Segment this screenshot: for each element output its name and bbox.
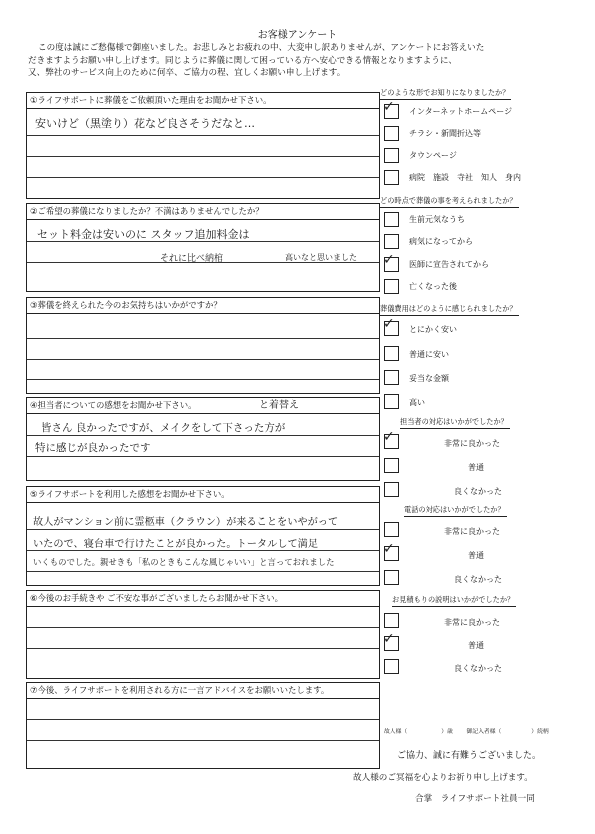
question-5-box: [26, 486, 380, 586]
question-5-label: ⑤ライフサポートを利用した感想をお聞かせ下さい。: [27, 487, 379, 503]
checkbox-alive[interactable]: [384, 212, 399, 227]
check-icon: ✓: [383, 541, 395, 557]
condolence-text: 故人様のご冥福を心よりお祈り申し上げます。: [353, 773, 533, 783]
checkbox-phone-bad[interactable]: [384, 570, 399, 585]
check-icon: ✓: [383, 252, 395, 268]
question-2-answer[interactable]: 高いなと思いました: [285, 253, 357, 262]
intro-line: だきますようお願い申し上げます。同じように葬儀に関して困っている方へ安心できる情報となりますように、: [28, 55, 458, 66]
question-4-answer[interactable]: 特に感じが良かったです: [35, 442, 151, 454]
signature-text: 合掌 ライフサポート社員一同: [415, 794, 535, 804]
question-4-answer-insert[interactable]: と着替え: [259, 400, 299, 411]
option-label: 良くなかった: [454, 664, 502, 673]
option-label: 普通: [468, 641, 484, 650]
question-5-answer[interactable]: いくものでした。親せきも「私のときもこんな風じゃいい」と言っておれました: [33, 557, 335, 567]
page-title: お客様アンケート: [257, 30, 338, 41]
writer-label: 御記入者様（: [466, 729, 502, 735]
question-1-box: [26, 92, 380, 199]
side-question-3: 葬儀費用はどのように感じられましたか？: [380, 304, 580, 316]
check-icon: ✓: [383, 631, 395, 647]
question-6-label: ⑥今後のお手続きや ご不安な事がございましたらお聞かせ下さい。: [27, 591, 379, 607]
checkbox-staff-bad[interactable]: [384, 482, 399, 497]
relation-label: ）続柄: [531, 729, 549, 735]
option-label: 非常に良かった: [444, 439, 500, 448]
checkbox-estimate-bad[interactable]: [384, 659, 399, 674]
option-label: 普通: [468, 463, 484, 472]
check-icon: ✓: [383, 429, 395, 445]
question-4-label: ④担当者についての感想をお聞かせ下さい。: [27, 398, 379, 414]
intro-line: 又、弊社のサービス向上のために何卒、ご協力の程、宜しくお願い申し上げます。: [28, 68, 346, 79]
question-7-label: ⑦今後、ライフサポートを利用される方に一言アドバイスをお願いいたします。: [27, 683, 379, 699]
option-label: 病気になってから: [409, 237, 473, 246]
option-label: とにかく安い: [409, 325, 457, 334]
deceased-info-line: [384, 726, 549, 735]
question-2-box: [26, 203, 380, 292]
question-1-label: ①ライフサポートに葬儀をご依頼頂いた理由をお聞かせ下さい。: [27, 93, 379, 109]
option-label: 高い: [409, 398, 425, 407]
side-question-1: どのような形でお知りになりましたか？: [380, 88, 580, 100]
side-question-4: 担当者の対応はいかがでしたか？: [400, 417, 595, 429]
checkbox-very-cheap[interactable]: [383, 316, 399, 336]
option-label: 良くなかった: [454, 575, 502, 584]
side-question-5: 電話の対応はいかがでしたか？: [404, 505, 595, 517]
question-3-box: [26, 297, 380, 394]
check-icon: ✓: [383, 316, 395, 332]
option-label: 良くなかった: [454, 487, 502, 496]
question-5-answer[interactable]: 故人がマンション前に霊柩車（クラウン）が来ることをいやがって: [33, 517, 339, 528]
checkbox-phone-normal[interactable]: [383, 541, 399, 561]
checkbox-staff-normal[interactable]: [384, 458, 399, 473]
check-icon: ✓: [383, 99, 395, 115]
option-label: タウンページ: [409, 151, 457, 160]
intro-text: [28, 42, 558, 80]
question-4-answer[interactable]: 皆さん 良かったですが、メイクをして下さった方が: [41, 422, 286, 434]
checkbox-doctor[interactable]: [383, 252, 399, 272]
option-label: 亡くなった後: [409, 282, 457, 291]
question-5-answer[interactable]: いたので、寝台車で行けたことが良かった。トータルして満足: [33, 539, 319, 550]
checkbox-reasonable[interactable]: [384, 370, 399, 385]
checkbox-after-death[interactable]: [384, 279, 399, 294]
option-label: チラシ・新聞折込等: [409, 129, 481, 138]
option-label: インターネットホームページ: [409, 107, 513, 116]
checkbox-acquaintance[interactable]: [384, 170, 399, 185]
question-3-label: ③葬儀を終えられた今のお気持ちはいかがですか？: [27, 298, 379, 314]
checkbox-phone-very-good[interactable]: [384, 522, 399, 537]
thanks-text: ご協力、誠に有難うございました。: [397, 751, 542, 761]
option-label: 普通に安い: [409, 350, 449, 359]
question-6-box: [26, 590, 380, 679]
option-label: 非常に良かった: [444, 527, 500, 536]
option-label: 妥当な金額: [409, 374, 449, 383]
intro-line: この度は誠にご愁傷様で御座いました。お悲しみとお疲れの中、大変申し訳ありませんが、アンケートにお答えいた: [38, 43, 485, 53]
checkbox-townpage[interactable]: [384, 148, 399, 163]
option-label: 普通: [468, 551, 484, 560]
question-4-box: [26, 397, 380, 481]
option-label: 生前元気なうち: [409, 215, 465, 224]
question-2-label: ②ご希望の葬儀になりましたか？不満はありませんでしたか？: [27, 204, 379, 220]
checkbox-cheap[interactable]: [384, 346, 399, 361]
deceased-label: 故人様（: [384, 729, 408, 735]
option-label: 病院 施設 寺社 知人 身内: [409, 173, 521, 182]
checkbox-ill[interactable]: [384, 234, 399, 249]
option-label: 非常に良かった: [444, 618, 500, 627]
checkbox-staff-very-good[interactable]: [383, 429, 399, 449]
age-label: ）歳: [441, 729, 453, 735]
question-2-answer[interactable]: それに比べ納棺: [160, 254, 224, 264]
question-1-answer[interactable]: 安いけど（黒塗り）花など良さそうだなと…: [35, 117, 255, 130]
checkbox-estimate-very-good[interactable]: [384, 613, 399, 628]
checkbox-expensive[interactable]: [384, 394, 399, 409]
checkbox-internet[interactable]: [383, 99, 399, 119]
question-7-box: [26, 682, 380, 769]
question-2-answer[interactable]: セット料金は安いのに スタッフ追加料金は: [37, 228, 250, 241]
checkbox-estimate-normal[interactable]: [383, 631, 399, 651]
option-label: 医師に宣告されてから: [409, 260, 489, 269]
side-question-6: お見積もりの説明はいかがでしたか？: [392, 595, 592, 607]
checkbox-flyer[interactable]: [384, 126, 399, 141]
side-question-2: どの時点で葬儀の事を考えられましたか？: [380, 196, 580, 208]
